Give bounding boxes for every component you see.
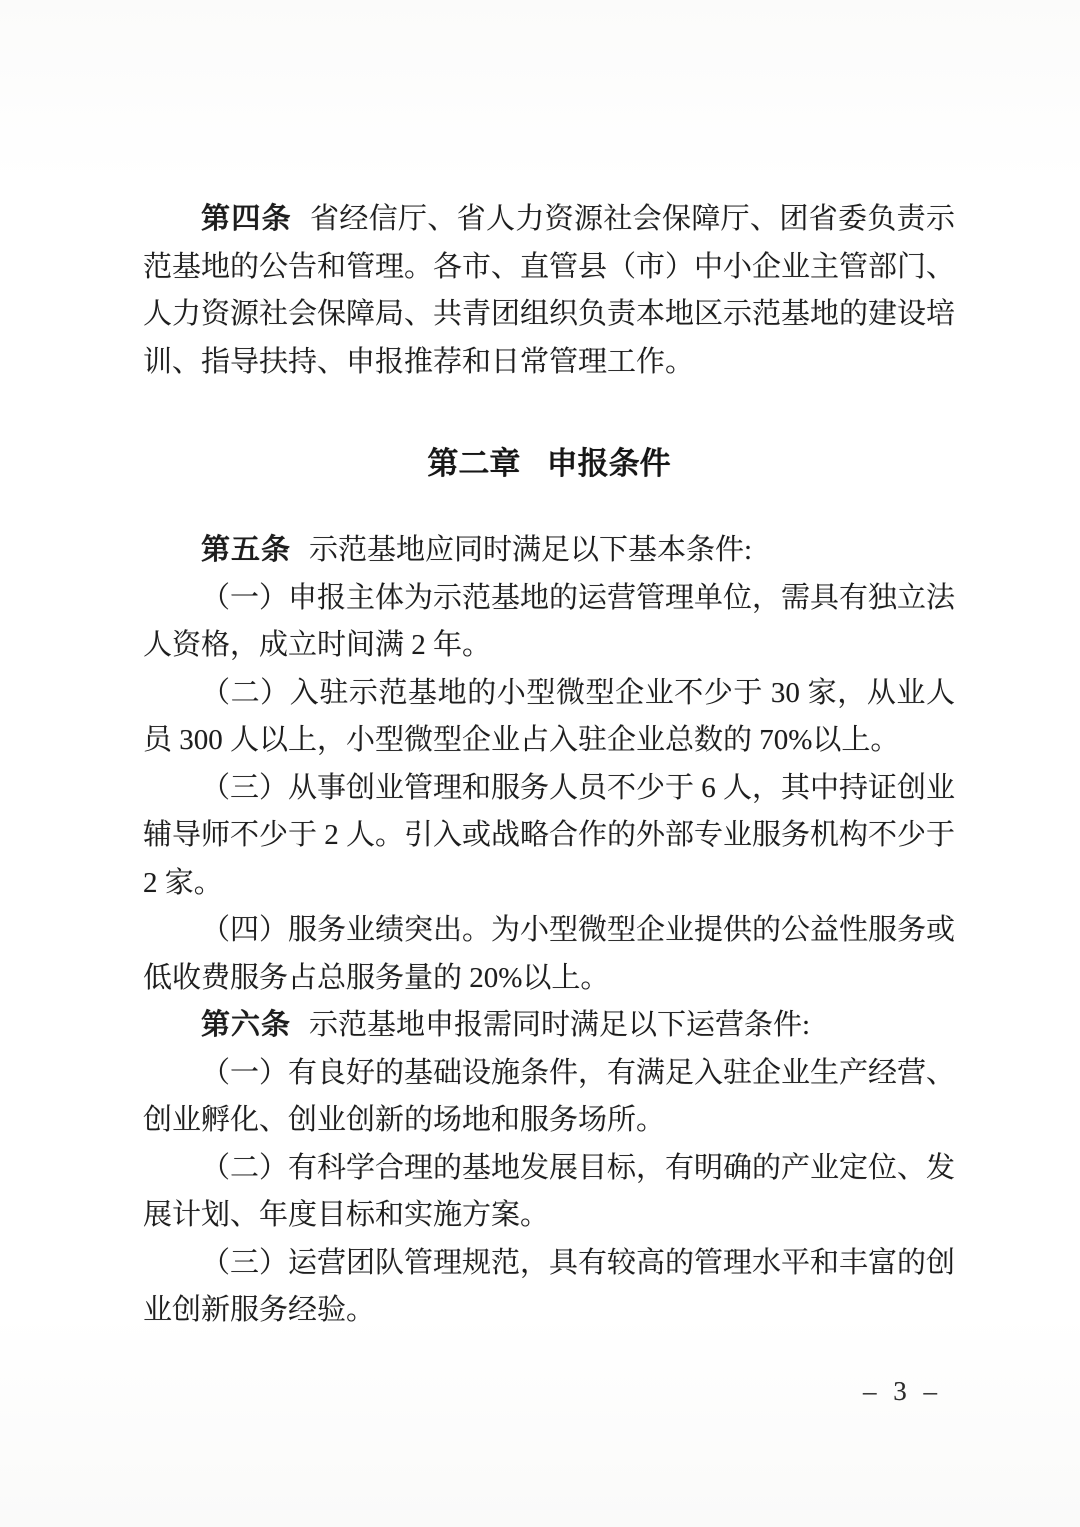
article-5-item-1: （一）申报主体为示范基地的运营管理单位，需具有独立法人资格，成立时间满 2 年。 (143, 581, 956, 661)
article-5-item-3: （三）从事创业管理和服务人员不少于 6 人，其中持证创业辅导师不少于 2 人。引入或战略合作的外部专业服务机构不少于 2 家。 (143, 771, 956, 899)
article-6-item-1: （一）有良好的基础设施条件，有满足入驻企业生产经营、创业孵化、创业创新的场地和服务场所。 (143, 1056, 956, 1136)
article-5-paragraph (143, 527, 955, 575)
article-4-paragraph (143, 196, 955, 386)
article-5-item-4: （四）服务业绩突出。为小型微型企业提供的公益性服务或低收费服务占总服务量的 20%以上。 (143, 914, 956, 994)
article-6-text: 示范基地申报需同时满足以下运营条件: (308, 1009, 811, 1041)
article-6-item-2: （二）有科学合理的基地发展目标，有明确的产业定位、发展计划、年度目标和实施方案。 (143, 1151, 956, 1231)
article-5-number: 第五条 (201, 534, 292, 566)
chapter-2-heading (143, 440, 955, 488)
page-number: – 3 – (863, 1376, 942, 1406)
chapter-2-title: 申报条件 (546, 446, 671, 481)
chapter-2-label: 第二章 (427, 446, 521, 481)
article-6-item-3: （三）运营团队管理规范，具有较高的管理水平和丰富的创业创新服务经验。 (143, 1246, 956, 1326)
article-4-number: 第四条 (201, 203, 293, 235)
article-5-text: 示范基地应同时满足以下基本条件: (308, 534, 753, 566)
article-4-text: 省经信厅、省人力资源社会保障厅、团省委负责示范基地的公告和管理。各市、直管县（市）中小企业主管部门、人力资源社会保障局、共青团组织负责本地区示范基地的建设培训、指导扶持、申报推荐和日常管理工作。 (143, 203, 956, 378)
article-5-item-2: （二）入驻示范基地的小型微型企业不少于 30 家，从业人员 300 人以上，小型微型企业占入驻企业总数的 70%以上。 (143, 676, 955, 756)
article-6-number: 第六条 (201, 1009, 292, 1041)
article-6-paragraph (143, 1002, 955, 1050)
document-body (143, 196, 955, 1335)
